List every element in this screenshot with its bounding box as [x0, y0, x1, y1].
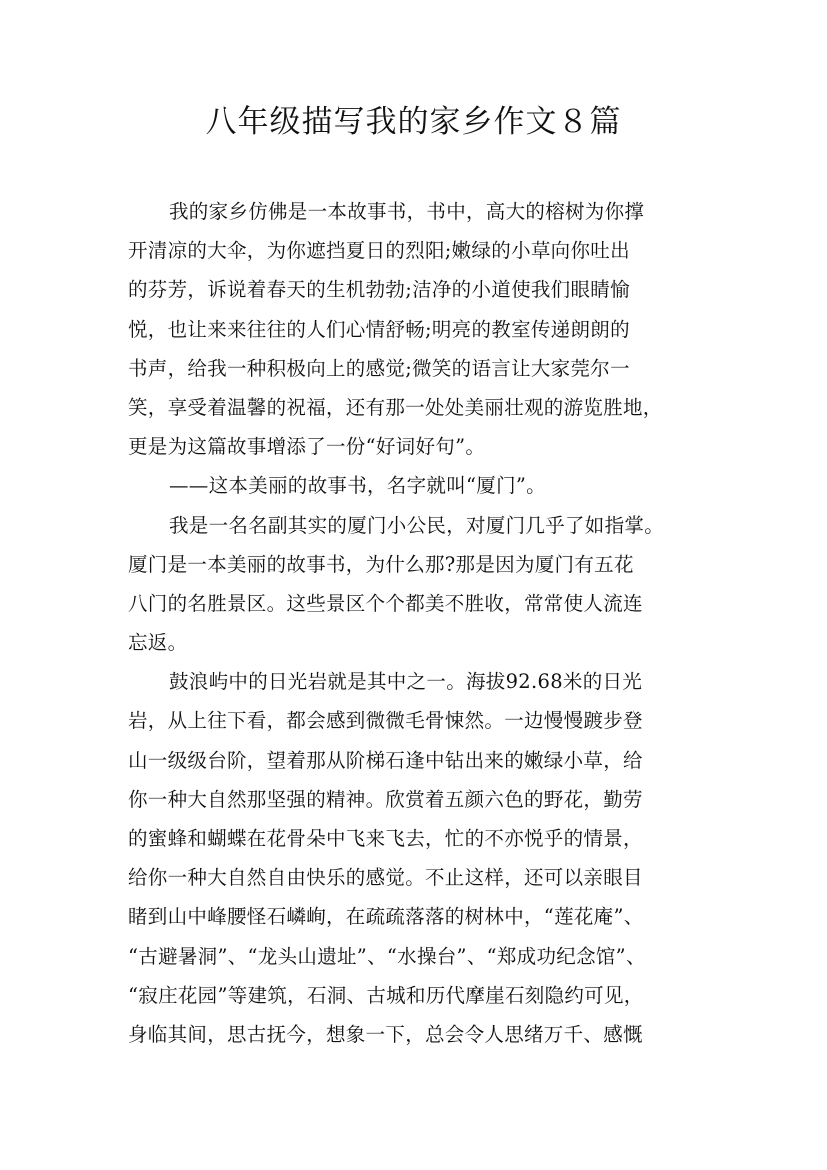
text-line: 八门的名胜景区。这些景区个个都美不胜收，常常使人流连: [128, 591, 643, 615]
text-line: 更是为这篇故事增添了一份“好词好句”。: [128, 435, 486, 459]
text-line: 的芬芳，诉说着春天的生机勃勃;洁净的小道使我们眼睛愉: [128, 278, 630, 302]
text-line: ——这本美丽的故事书，名字就叫“厦门”。: [169, 474, 546, 498]
text-line: 的蜜蜂和蝴蝶在花骨朵中飞来飞去，忙的不亦悦乎的情景，: [128, 827, 643, 850]
document-body: [128, 192, 728, 1054]
text-line: 你一种大自然那坚强的精神。欣赏着五颜六色的野花，勤劳: [128, 787, 643, 811]
text-line: “古避暑洞”、“龙头山遗址”、“水操台”、“郑成功纪念馆”、: [128, 944, 646, 968]
text-line: 忘返。: [128, 631, 188, 655]
text-line: 给你一种大自然自由快乐的感觉。不止这样，还可以亲眼目: [128, 866, 643, 890]
text-line: 书声，给我一种积极向上的感觉;微笑的语言让大家莞尔一: [128, 356, 630, 380]
text-line: 我是一名名副其实的厦门小公民，对厦门几乎了如指掌。: [169, 513, 665, 537]
text-line: 我的家乡仿佛是一本故事书，书中，高大的榕树为你撑: [169, 200, 645, 223]
text-line: 鼓浪屿中的日光岩就是其中之一。海拔92.68米的日光: [169, 670, 643, 694]
text-line: 厦门是一本美丽的故事书，为什么那?那是因为厦门有五花: [128, 552, 634, 576]
document-title: 八年级描写我的家乡作文８篇: [205, 104, 622, 140]
text-line: 山一级级台阶，望着那从阶梯石逢中钻出来的嫩绿小草，给: [128, 748, 643, 772]
text-line: 睹到山中峰腰怪石嶙峋，在疏疏落落的树林中，“莲花庵”、: [128, 905, 644, 929]
text-line: 身临其间，思古抚今，想象一下，总会令人思绪万千、感慨: [128, 1022, 643, 1046]
text-line: “寂庄花园”等建筑，石洞、古城和历代摩崖石刻隐约可见，: [128, 983, 644, 1007]
text-line: 悦，也让来来往往的人们心情舒畅;明亮的教室传递朗朗的: [128, 317, 630, 341]
text-line: 笑，享受着温馨的祝福，还有那一处处美丽壮观的游览胜地，: [128, 395, 663, 419]
text-line: 开清凉的大伞，为你遮挡夏日的烈阳;嫩绿的小草向你吐出: [128, 239, 630, 263]
text-line: 岩，从上往下看，都会感到微微毛骨悚然。一边慢慢踱步登: [128, 709, 643, 733]
